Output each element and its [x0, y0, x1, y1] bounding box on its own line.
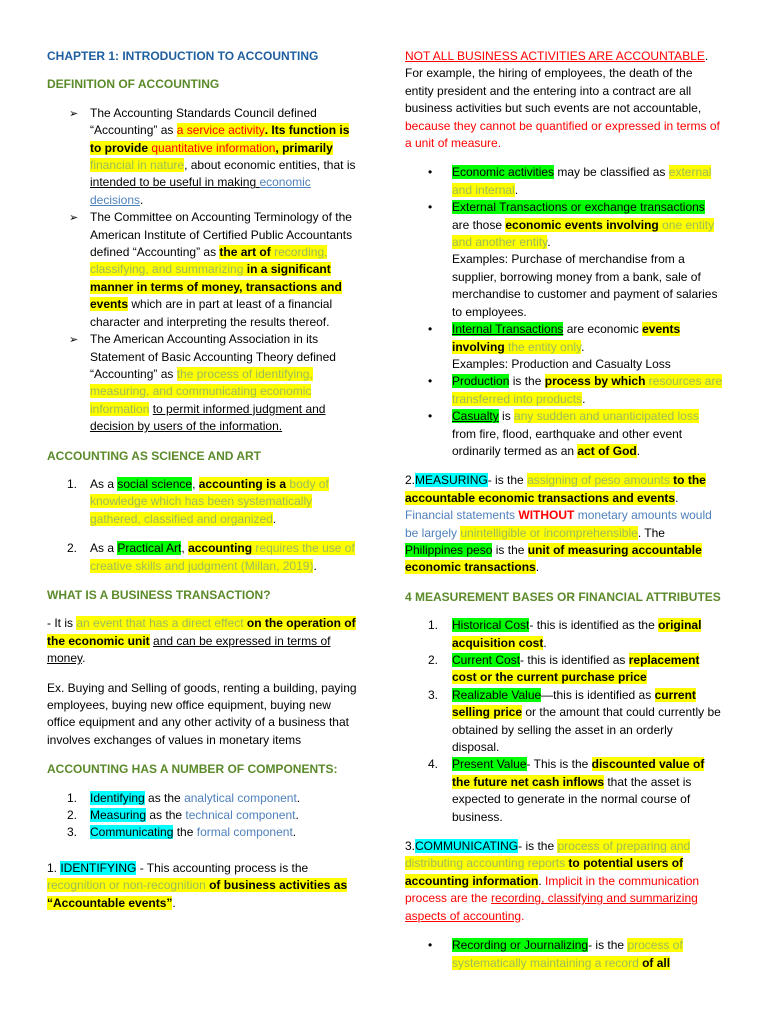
- highlighted-text: to potential users of accounting information: [405, 856, 684, 888]
- section-heading-measurement-bases: 4 MEASUREMENT BASES OR FINANCIAL ATTRIBUTES: [405, 589, 721, 604]
- definition-list: [47, 105, 360, 436]
- identifying-paragraph: [47, 860, 360, 912]
- activity-item: [405, 199, 723, 321]
- highlighted-text: resources are transferred into products: [452, 374, 723, 406]
- text-run: 2.: [405, 473, 416, 488]
- text-run: .: [296, 790, 301, 805]
- text-run: .: [538, 873, 546, 888]
- text-run: - is the: [518, 839, 558, 854]
- highlighted-text: the art of: [219, 245, 275, 260]
- emphasized-text: because they cannot be quantified or expressed in terms of a unit of measure.: [405, 118, 720, 151]
- highlighted-text: Philippines peso: [405, 542, 493, 557]
- highlighted-text: Internal Transactions: [452, 322, 564, 337]
- highlighted-text: Current Cost: [452, 653, 521, 667]
- emphasized-text: Implicit in the communication process are the: [405, 873, 700, 906]
- highlighted-text: accounting: [188, 541, 256, 556]
- text-run: is: [498, 409, 515, 424]
- highlighted-text: Present Value: [452, 757, 527, 772]
- emphasized-text: economic decisions: [90, 175, 311, 207]
- highlighted-text: original acquisition cost: [452, 618, 702, 650]
- list-number: 2.: [428, 653, 439, 667]
- highlighted-text: in a significant manner in terms of money, transactions and events: [90, 262, 342, 312]
- bullet-dot-icon: •: [428, 200, 433, 215]
- text-run: .: [514, 182, 519, 197]
- highlighted-text: . Its function is to provide: [90, 123, 350, 155]
- text-run: .: [272, 511, 277, 526]
- highlighted-text: quantitative information: [151, 140, 276, 155]
- highlighted-text: , primarily: [275, 140, 333, 155]
- highlighted-text: assigning of peso amounts: [527, 473, 670, 488]
- text-run: .: [82, 651, 86, 666]
- transaction-definition: [47, 615, 360, 667]
- measurement-basis-text: [452, 653, 699, 684]
- science-art-text: [90, 477, 329, 526]
- measurement-basis-text: [452, 688, 721, 754]
- list-number: 3.: [67, 825, 78, 840]
- text-run: .: [581, 339, 585, 354]
- highlighted-text: body of knowledge which has been systematically gathered, classified and organized: [90, 476, 329, 526]
- text-run: the: [173, 825, 197, 840]
- text-run: - this is identified as the: [529, 618, 659, 633]
- science-art-item: [47, 476, 360, 528]
- components-list: [47, 790, 360, 842]
- component-item: [47, 790, 360, 807]
- list-number: 4.: [428, 757, 439, 772]
- highlighted-text: Identifying: [90, 790, 145, 805]
- emphasized-text: Financial statements: [405, 508, 519, 523]
- highlighted-text: process of systematically maintaining a record: [452, 938, 683, 970]
- emphasized-text: .: [521, 908, 525, 923]
- text-run: —this is identified as: [541, 687, 655, 702]
- text-run: from fire, flood, earthquake and other event ordinarily termed as an: [452, 426, 683, 458]
- bullet-dot-icon: •: [428, 938, 433, 953]
- highlighted-text: events involving: [452, 322, 681, 354]
- highlighted-text: of business activities as “Accountable events”: [47, 878, 348, 910]
- bullet-dot-icon: •: [428, 409, 433, 424]
- highlighted-text: current selling price: [452, 687, 696, 720]
- chapter-title: CHAPTER 1: INTRODUCTION TO ACCOUNTING: [47, 49, 319, 63]
- highlighted-text: MEASURING: [415, 473, 488, 488]
- text-run: 3.: [405, 839, 416, 854]
- text-run: .: [547, 235, 551, 250]
- measurement-basis-item: [405, 687, 723, 757]
- text-run: as the: [144, 790, 185, 805]
- highlighted-text: Production: [452, 374, 510, 389]
- highlighted-text: the entity only: [508, 339, 582, 354]
- activity-text: [452, 322, 680, 353]
- arrow-bullet-icon: ➢: [69, 106, 79, 120]
- highlighted-text: external and internal: [452, 165, 712, 197]
- highlighted-text: Casualty: [452, 409, 499, 424]
- definition-item: [47, 105, 360, 209]
- component-item: [47, 807, 360, 824]
- bullet-dot-icon: •: [428, 374, 433, 389]
- text-run: as the: [146, 808, 186, 823]
- measurement-basis-item: [405, 617, 723, 652]
- text-run: The Accounting Standards Council defined “Accounting” as: [90, 105, 317, 138]
- text-run: - This accounting process is the: [136, 860, 309, 875]
- activity-text: [452, 374, 722, 405]
- measurement-basis-text: [452, 757, 704, 823]
- science-art-list: [47, 476, 360, 575]
- text-run: - It is: [47, 616, 77, 631]
- aspect-item: [405, 937, 723, 972]
- communicating-aspects-list: [405, 937, 723, 972]
- text-run: - this is identified as: [520, 653, 629, 667]
- emphasized-text: analytical component: [184, 790, 297, 805]
- definition-text: [90, 332, 336, 433]
- arrow-bullet-icon: ➢: [69, 333, 79, 347]
- examples-text: Examples: Production and Casualty Loss: [452, 356, 671, 371]
- list-number: 2.: [67, 541, 78, 556]
- text-run: or the amount that could currently be obtained by selling the asset in an orderly disposal.: [452, 705, 721, 755]
- highlighted-text: a service activity: [176, 123, 265, 138]
- highlighted-text: process by which: [544, 374, 649, 389]
- highlighted-text: unit of measuring accountable economic transactions: [405, 542, 702, 575]
- bullet-dot-icon: •: [428, 165, 433, 180]
- component-item: [47, 824, 360, 841]
- list-number: 1.: [67, 790, 78, 805]
- highlighted-text: on the operation of the economic unit: [47, 616, 356, 648]
- text-run: ,: [181, 541, 189, 556]
- activity-text: [452, 165, 711, 196]
- communicating-paragraph: [405, 838, 723, 925]
- activity-item: [405, 373, 723, 408]
- measurement-basis-item: [405, 652, 723, 687]
- activity-text: [452, 409, 699, 458]
- text-run: .: [313, 558, 317, 573]
- text-run: As a: [90, 541, 118, 556]
- definition-text: [90, 106, 356, 207]
- text-run: - This is the: [526, 757, 592, 772]
- text-run: intended to be useful in making: [90, 175, 260, 190]
- bullet-dot-icon: •: [428, 322, 433, 337]
- activity-item: [405, 321, 723, 373]
- text-run: .: [582, 391, 586, 406]
- right-column: [405, 48, 723, 1024]
- definition-item: [47, 331, 360, 435]
- highlighted-text: Economic activities: [452, 165, 555, 180]
- text-run: are those: [452, 217, 506, 232]
- highlighted-text: unintelligible or incomprehensible: [460, 525, 638, 540]
- definition-text: [90, 210, 352, 328]
- list-number: 3.: [428, 687, 439, 702]
- text-run: to permit informed judgment and decision by users of the information.: [90, 401, 326, 434]
- text-run: .: [636, 443, 641, 458]
- measuring-paragraph: [405, 472, 723, 576]
- highlighted-text: recognition or non-recognition: [47, 878, 206, 893]
- section-heading-definition: DEFINITION OF ACCOUNTING: [47, 77, 220, 92]
- highlighted-text: IDENTIFYING: [60, 860, 137, 875]
- emphasized-text: technical component: [185, 808, 296, 823]
- definition-item: [47, 209, 360, 331]
- text-run: . The: [637, 525, 665, 540]
- transaction-examples: Ex. Buying and Selling of goods, renting a building, paying employees, buying new office equipment, buying new office equipment and any other activity of a business that involves exchanges of values in monetary items: [47, 680, 357, 747]
- text-run: and can be expressed in terms of money: [47, 633, 331, 666]
- text-run: ,: [192, 476, 199, 491]
- section-heading-science-art: ACCOUNTING AS SCIENCE AND ART: [47, 448, 262, 463]
- highlighted-text: Realizable Value: [452, 687, 542, 702]
- section-heading-transaction: WHAT IS A BUSINESS TRANSACTION?: [47, 587, 271, 602]
- not-accountable-paragraph: [405, 48, 723, 152]
- text-run: .: [295, 808, 299, 823]
- emphasized-text: WITHOUT: [518, 508, 575, 523]
- list-number: 1.: [428, 618, 439, 633]
- text-run: The American Accounting Association in its Statement of Basic Accounting Theory defined “Accounting” as: [90, 332, 336, 381]
- highlighted-text: recording, classifying, and summarizing: [90, 245, 328, 277]
- economic-activities-list: [405, 164, 723, 460]
- highlighted-text: External Transactions or exchange transactions: [452, 200, 705, 215]
- text-run: .: [292, 825, 297, 840]
- highlighted-text: social science: [117, 476, 193, 491]
- text-run: may be classified as: [554, 165, 669, 180]
- text-run: .: [675, 490, 679, 505]
- highlighted-text: COMMUNICATING: [415, 839, 519, 854]
- measurement-bases-list: [405, 617, 723, 826]
- component-text: [90, 825, 296, 839]
- measurement-basis-text: [452, 618, 701, 649]
- highlighted-text: economic events involving: [505, 217, 663, 232]
- highlighted-text: financial in nature: [90, 158, 185, 173]
- activity-item: [405, 164, 723, 199]
- highlighted-text: process of preparing and distributing accounting reports: [405, 839, 691, 871]
- highlighted-text: of all: [638, 955, 671, 970]
- measurement-basis-item: [405, 756, 723, 826]
- highlighted-text: accounting is a: [198, 476, 290, 491]
- text-run: , about economic entities, that is: [184, 158, 356, 173]
- highlighted-text: act of God: [577, 443, 637, 458]
- highlighted-text: the process of identifying, measuring, and communicating economic information: [90, 366, 313, 416]
- highlighted-text: discounted value of the future net cash inflows: [452, 757, 705, 789]
- highlighted-text: replacement cost or the current purchase price: [452, 653, 700, 685]
- text-run: which are in part at least of a financial character and interpreting the results thereof.: [90, 297, 333, 329]
- emphasized-text: recording, classifying and summarizing aspects of accounting: [405, 891, 698, 923]
- highlighted-text: Recording or Journalizing: [452, 938, 589, 953]
- text-run: The Committee on Accounting Terminology of the American Institute of Certified Public Accountants defined “Accounting” as: [90, 210, 353, 260]
- text-run: - is the: [588, 938, 628, 953]
- text-run: .: [535, 560, 540, 575]
- list-number: 1.: [67, 476, 78, 491]
- text-run: 1.: [47, 860, 61, 875]
- list-number: 2.: [67, 808, 78, 823]
- section-heading-components: ACCOUNTING HAS A NUMBER OF COMPONENTS:: [47, 762, 338, 777]
- text-run: .: [140, 192, 144, 207]
- text-run: that the asset is expected to generate in the normal course of business.: [452, 774, 692, 824]
- text-run: - is the: [487, 473, 528, 488]
- text-run: are economic: [563, 322, 643, 337]
- highlighted-text: an event that has a direct effect: [76, 616, 244, 631]
- text-run: As a: [90, 476, 118, 491]
- aspect-text: [452, 938, 683, 969]
- component-text: [90, 808, 299, 822]
- left-column: [47, 48, 360, 1024]
- text-run: is the: [492, 542, 528, 557]
- examples-text: Examples: Purchase of merchandise from a supplier, borrowing money from a bank, sale of merchandise to customer and payment of salaries to employees.: [452, 252, 718, 319]
- text-run: is the: [509, 374, 545, 389]
- text-run: .: [172, 895, 176, 910]
- emphasized-text: NOT ALL BUSINESS ACTIVITIES ARE ACCOUNTABLE: [405, 49, 705, 63]
- science-art-item: [47, 540, 360, 575]
- emphasized-text: formal component: [196, 825, 293, 840]
- text-run: . For example, the hiring of employees, the death of the entity president and the entering into a contract are all business activities but such events are not accountable,: [405, 49, 709, 116]
- highlighted-text: Historical Cost: [452, 618, 530, 633]
- highlighted-text: any sudden and unanticipated loss: [514, 409, 699, 424]
- highlighted-text: to the accountable economic transactions and events: [405, 473, 706, 505]
- highlighted-text: Communicating: [90, 825, 174, 840]
- activity-item: [405, 408, 723, 460]
- highlighted-text: Measuring: [90, 808, 147, 823]
- text-run: .: [543, 635, 547, 650]
- arrow-bullet-icon: ➢: [69, 211, 79, 225]
- highlighted-text: requires the use of creative skills and judgment (Millan, 2019): [90, 541, 355, 573]
- activity-text: [452, 200, 714, 249]
- emphasized-text: monetary amounts would be largely: [405, 508, 712, 540]
- highlighted-text: one entity and another entity: [452, 217, 715, 250]
- component-text: [90, 791, 300, 805]
- science-art-text: [90, 541, 355, 572]
- highlighted-text: Practical Art: [117, 541, 182, 556]
